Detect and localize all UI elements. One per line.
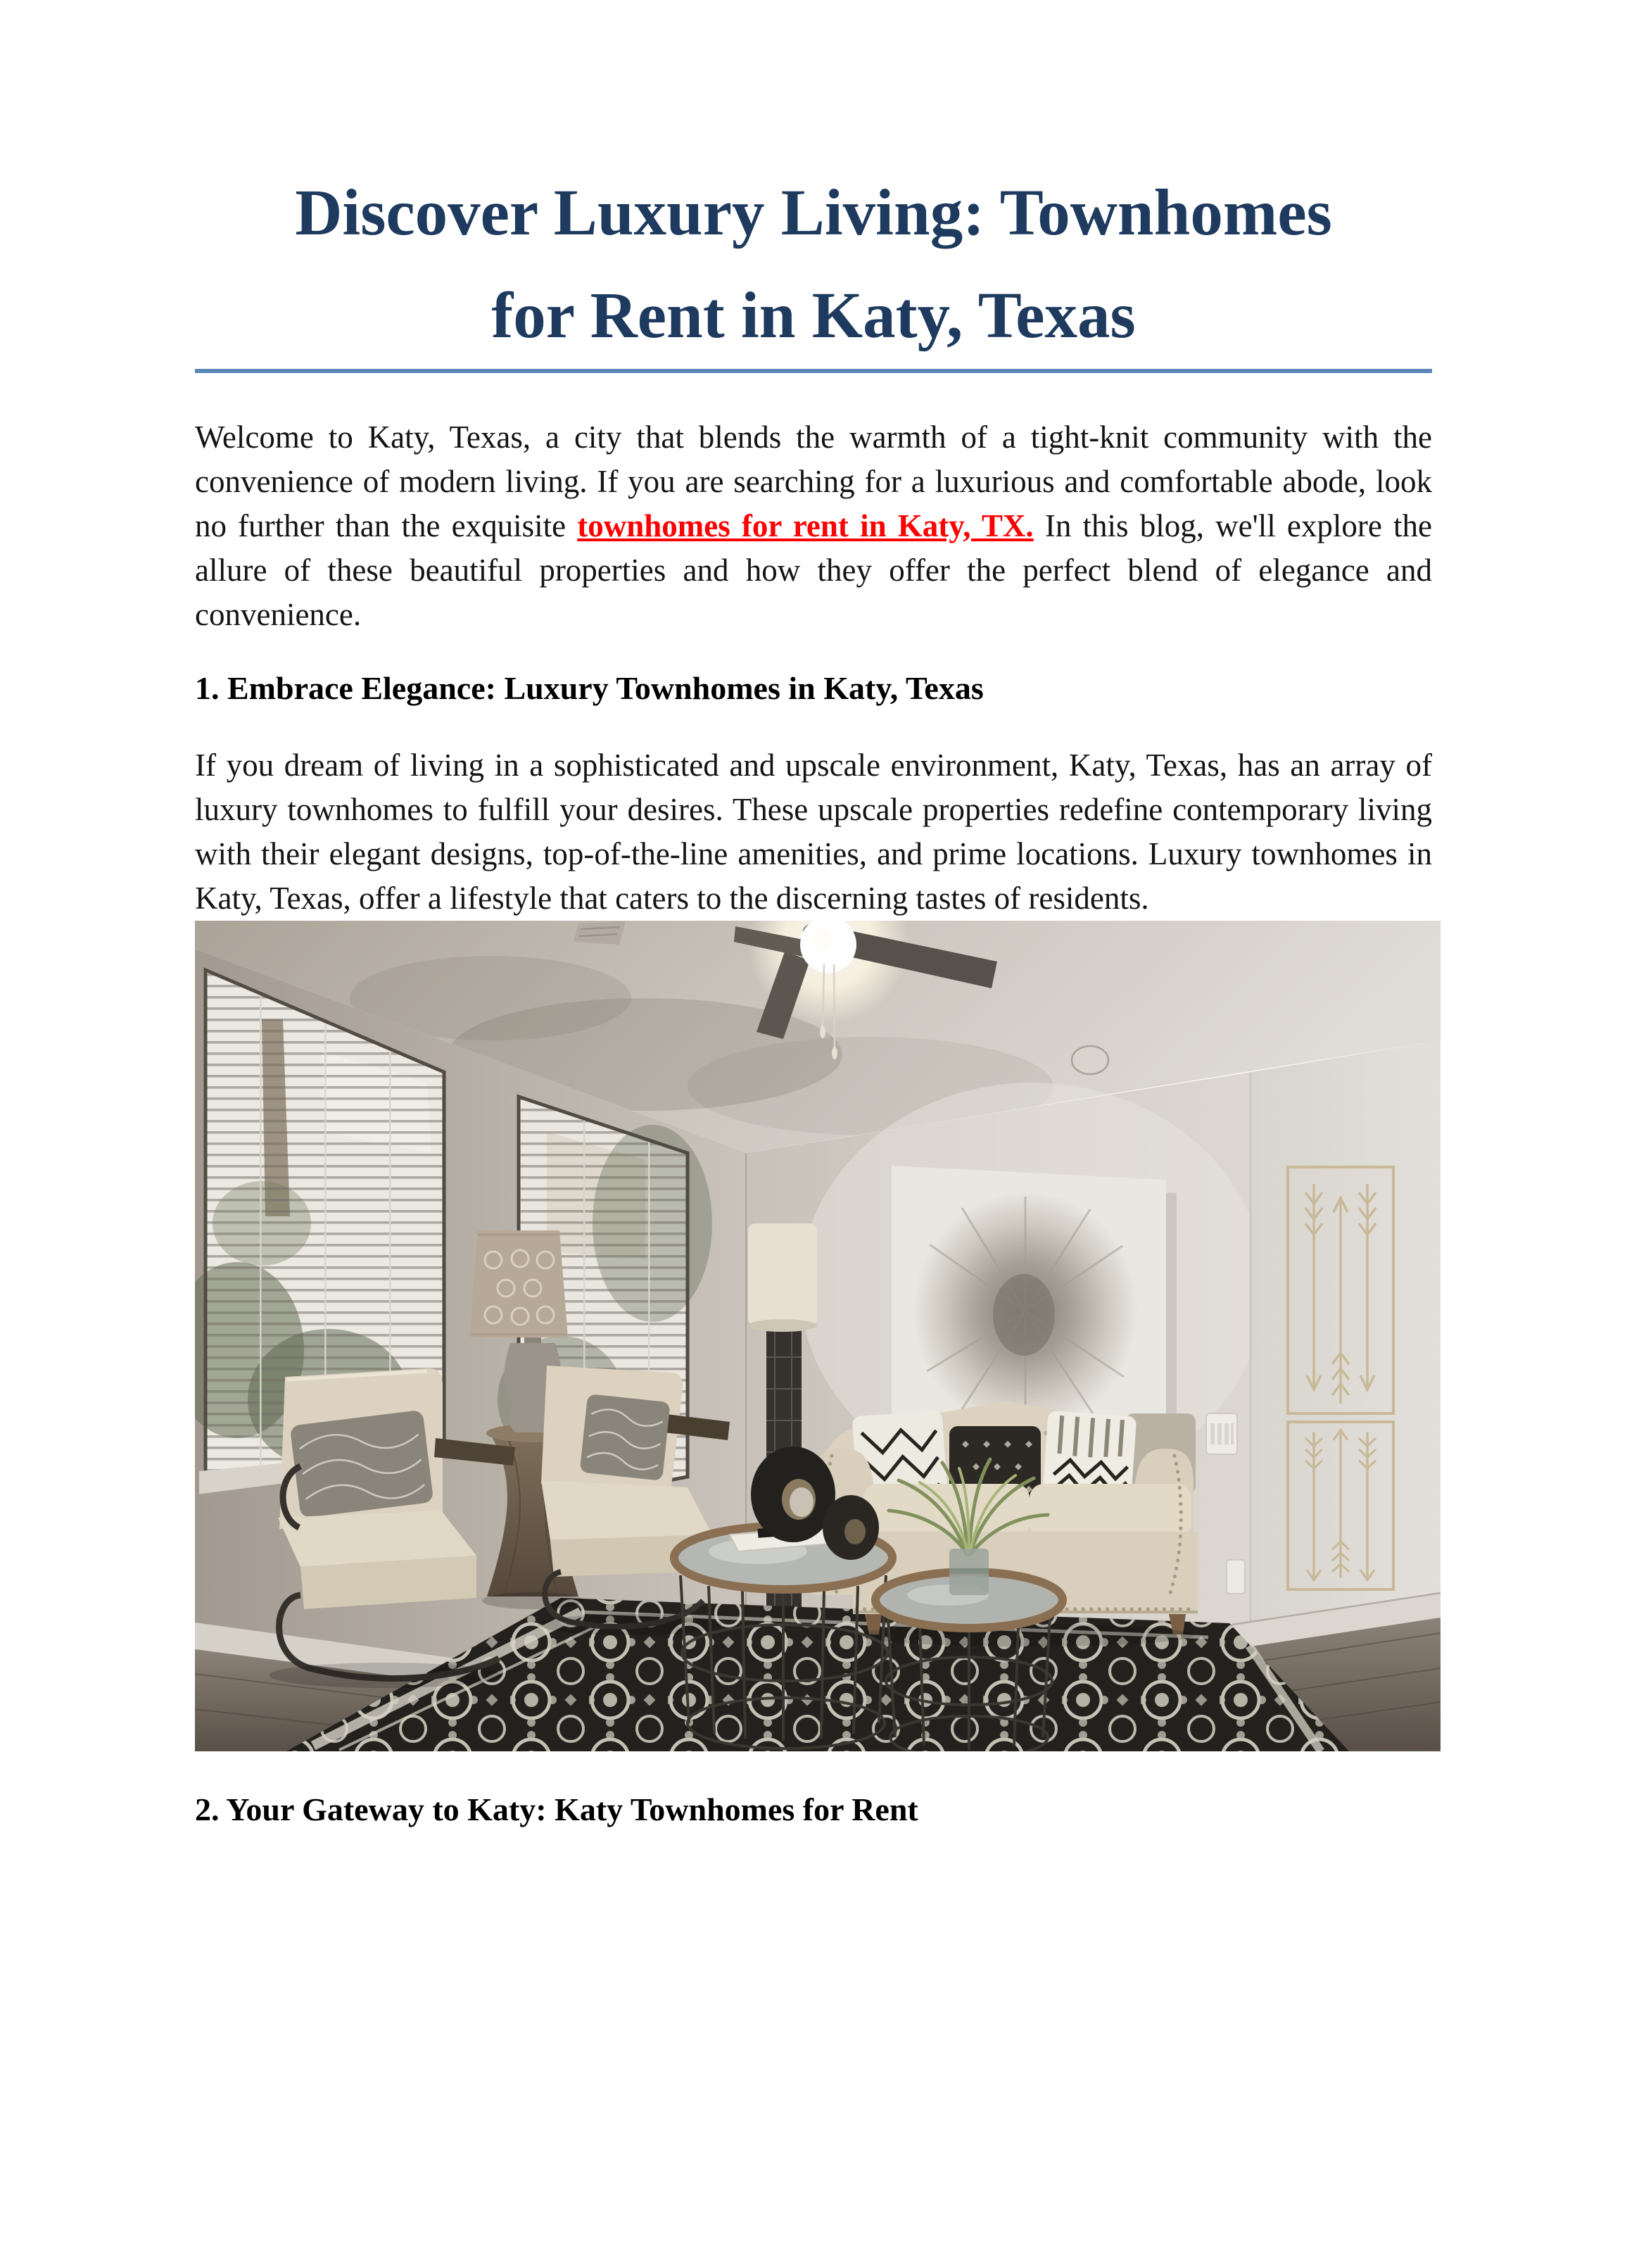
page-content [195, 162, 1432, 1832]
intro-text-after: In this blog, we'll explore the allure of these beautiful properties and how they offer the perfect blend of elegance and convenience. [195, 508, 1432, 632]
intro-text-before: Welcome to Katy, Texas, a city that blends the warmth of a tight-knit community with the convenience of modern living. If you are searching for a luxurious and comfortable abode, look no further than the exquisite [195, 420, 1432, 543]
light-switch-single [1227, 1560, 1245, 1594]
smoke-detector [1072, 1046, 1108, 1074]
section-2-heading: 2. Your Gateway to Katy: Katy Townhomes for Rent [195, 1791, 918, 1827]
air-vent [574, 921, 626, 945]
living-room-illustration [195, 921, 1441, 1751]
page-title [195, 162, 1432, 373]
section-1-body: If you dream of living in a sophisticated and upscale environment, Katy, Texas, has an array of luxury townhomes to fulfill your desires. These upscale properties redefine contemporary living with their elegant designs, top-of-the-line amenities, and prime locations. Luxury townhomes in Katy, Texas, offer a lifestyle that caters to the discerning tastes of residents. [195, 748, 1432, 916]
living-room-photo [195, 921, 1441, 1751]
document-page [0, 162, 1627, 2268]
title-line-2: for Rent in Katy, Texas [491, 279, 1136, 352]
intro-paragraph [195, 415, 1432, 637]
title-line-1: Discover Luxury Living: Townhomes [295, 177, 1332, 249]
section-1-heading: 1. Embrace Elegance: Luxury Townhomes in Katy, Texas [195, 670, 984, 706]
townhomes-link[interactable]: townhomes for rent in Katy, TX. [577, 508, 1034, 543]
